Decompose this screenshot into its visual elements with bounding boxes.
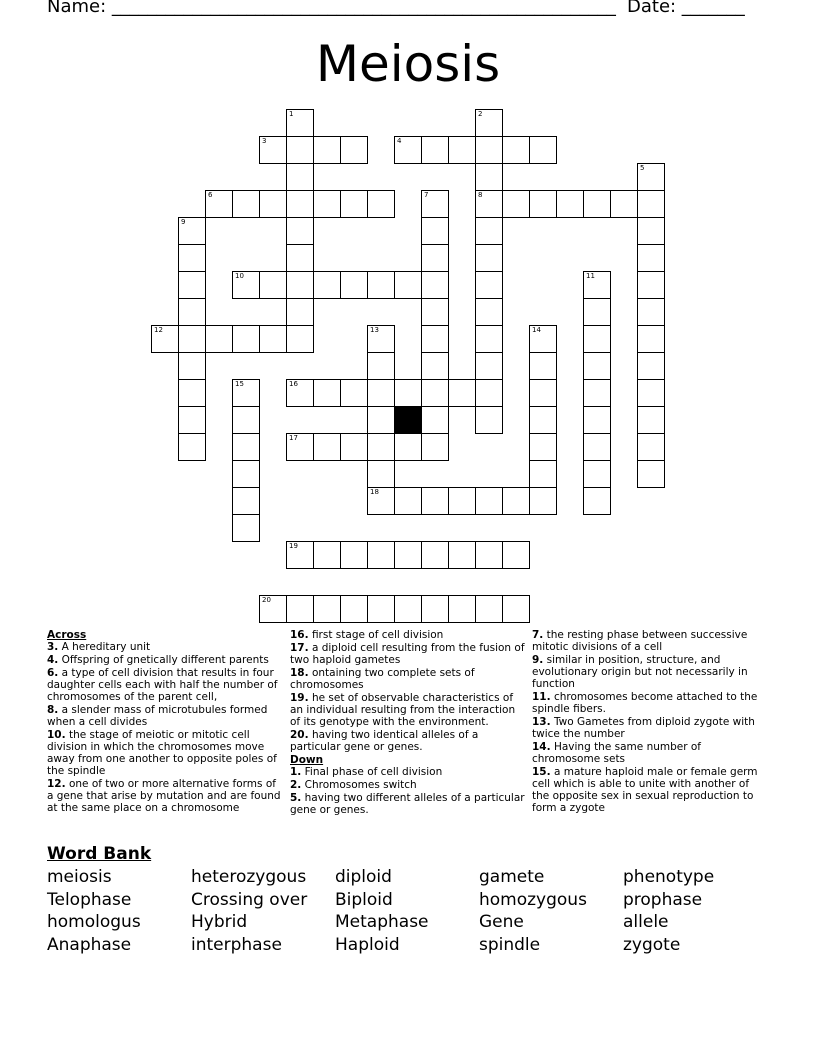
clue-14	[532, 741, 768, 765]
clue-number-label: 10.	[47, 729, 66, 741]
crossword-cell[interactable]	[232, 406, 260, 434]
clue-number: 1	[289, 110, 294, 118]
crossword-cell[interactable]	[475, 352, 503, 380]
crossword-cell[interactable]	[367, 379, 395, 407]
clue-number-label: 18.	[290, 667, 309, 679]
clue-19	[290, 692, 526, 728]
word-bank-item: spindle	[479, 934, 541, 955]
word-bank-item: zygote	[623, 934, 681, 955]
crossword-cell[interactable]	[178, 271, 206, 299]
crossword-cell[interactable]	[232, 433, 260, 461]
clue-16	[290, 629, 526, 641]
crossword-cell[interactable]	[178, 379, 206, 407]
clue-text: A hereditary unit	[58, 641, 151, 653]
date-field: Date: _______	[627, 0, 745, 17]
crossword-cell[interactable]	[259, 190, 287, 218]
word-bank-item: Haploid	[335, 934, 400, 955]
crossword-cell[interactable]	[178, 298, 206, 326]
crossword-cell[interactable]	[178, 325, 206, 353]
clue-1	[290, 766, 526, 778]
crossword-cell[interactable]	[529, 460, 557, 488]
crossword-cell[interactable]	[367, 406, 395, 434]
clue-6	[47, 667, 283, 703]
clue-number: 4	[397, 137, 402, 145]
crossword-cell[interactable]	[448, 379, 476, 407]
crossword-cell[interactable]	[475, 163, 503, 191]
clue-18	[290, 667, 526, 691]
crossword-cell[interactable]	[637, 325, 665, 353]
crossword-cell[interactable]	[583, 406, 611, 434]
crossword-cell[interactable]	[286, 190, 314, 218]
clue-number-label: 13.	[532, 716, 551, 728]
crossword-cell[interactable]	[286, 379, 314, 407]
crossword-cell[interactable]	[340, 595, 368, 623]
crossword-cell[interactable]	[583, 379, 611, 407]
crossword-cell[interactable]	[313, 595, 341, 623]
clue-text: first stage of cell division	[308, 629, 444, 641]
clue-number-label: 16.	[290, 629, 309, 641]
crossword-cell[interactable]	[340, 190, 368, 218]
clue-number-label: 7.	[532, 629, 544, 641]
crossword-cell[interactable]	[529, 406, 557, 434]
crossword-cell[interactable]	[610, 190, 638, 218]
crossword-cell[interactable]	[340, 379, 368, 407]
crossword-cell[interactable]	[502, 541, 530, 569]
clue-text: a mature haploid male or female germ cell which is able to unite with another of the opposite sex in sexual reproduction to form a zygote	[532, 766, 758, 814]
clue-text: a diploid cell resulting from the fusion of two haploid gametes	[290, 642, 525, 666]
word-bank-item: Metaphase	[335, 912, 429, 932]
crossword-cell[interactable]	[394, 271, 422, 299]
crossword-cell[interactable]	[313, 190, 341, 218]
crossword-cell[interactable]	[583, 433, 611, 461]
clue-number: 11	[586, 272, 595, 280]
crossword-cell[interactable]	[475, 190, 503, 218]
down-heading: Down	[290, 754, 324, 766]
crossword-cell[interactable]	[637, 460, 665, 488]
clue-number: 15	[235, 380, 244, 388]
crossword-cell[interactable]	[313, 433, 341, 461]
crossword-cell[interactable]	[286, 244, 314, 272]
clue-number: 5	[640, 164, 645, 172]
crossword-cell[interactable]	[637, 406, 665, 434]
crossword-cell[interactable]	[367, 190, 395, 218]
clue-number-label: 3.	[47, 641, 59, 653]
crossword-cell[interactable]	[583, 352, 611, 380]
clue-number: 3	[262, 137, 267, 145]
crossword-cell[interactable]	[448, 136, 476, 164]
clues-column-3	[532, 629, 768, 815]
crossword-cell[interactable]	[394, 433, 422, 461]
crossword-cell[interactable]	[637, 379, 665, 407]
clue-number-label: 6.	[47, 667, 59, 679]
crossword-cell[interactable]	[178, 406, 206, 434]
clue-text: a slender mass of microtubules formed when a cell divides	[47, 704, 268, 728]
word-bank-item: Gene	[479, 912, 524, 932]
clue-text: one of two or more alternative forms of a gene that arise by mutation and are found at the same place on a chromosome	[47, 778, 281, 814]
clue-10	[47, 729, 283, 777]
clue-20	[290, 729, 526, 753]
crossword-cell[interactable]	[502, 487, 530, 515]
clue-12	[47, 778, 283, 814]
crossword-cell[interactable]	[232, 379, 260, 407]
crossword-cell[interactable]	[448, 487, 476, 515]
crossword-cell[interactable]	[313, 379, 341, 407]
crossword-cell[interactable]	[529, 136, 557, 164]
crossword-cell[interactable]	[340, 541, 368, 569]
word-bank-item: allele	[623, 912, 669, 932]
word-bank-item: interphase	[191, 934, 282, 955]
clue-number: 17	[289, 434, 298, 442]
clue-number: 7	[424, 191, 429, 199]
clue-text: Offspring of gnetically different parents	[58, 654, 269, 666]
word-bank-item: homologus	[47, 912, 141, 932]
crossword-cell[interactable]	[286, 136, 314, 164]
crossword-cell[interactable]	[475, 406, 503, 434]
clue-number: 8	[478, 191, 483, 199]
crossword-cell[interactable]	[178, 244, 206, 272]
clue-text: a type of cell division that results in four daughter cells each with half the number of chromosomes of the parent cell,	[47, 667, 278, 703]
crossword-cell[interactable]	[367, 352, 395, 380]
clue-13	[532, 716, 768, 740]
word-bank-item: Hybrid	[191, 912, 248, 932]
crossword-cell[interactable]	[421, 595, 449, 623]
crossword-cell[interactable]	[394, 379, 422, 407]
crossword-cell[interactable]	[232, 271, 260, 299]
crossword-cell[interactable]	[259, 325, 287, 353]
crossword-cell[interactable]	[637, 271, 665, 299]
crossword-cell[interactable]	[178, 433, 206, 461]
crossword-cell[interactable]	[475, 109, 503, 137]
crossword-cell[interactable]	[475, 595, 503, 623]
clue-number: 6	[208, 191, 213, 199]
crossword-cell[interactable]	[475, 487, 503, 515]
crossword-cell[interactable]	[232, 460, 260, 488]
clue-11	[532, 691, 768, 715]
crossword-cell[interactable]	[475, 541, 503, 569]
clues-column-2	[290, 629, 526, 817]
crossword-cell[interactable]	[421, 190, 449, 218]
crossword-cell[interactable]	[421, 271, 449, 299]
crossword-cell[interactable]	[259, 271, 287, 299]
crossword-cell[interactable]	[313, 541, 341, 569]
crossword-cell[interactable]	[637, 190, 665, 218]
clue-text: the resting phase between successive mitotic divisions of a cell	[532, 629, 748, 653]
clue-8	[47, 704, 283, 728]
crossword-cell[interactable]	[583, 298, 611, 326]
clue-text: similar in position, structure, and evolutionary origin but not necessarily in function	[532, 654, 748, 690]
clue-number-label: 1.	[290, 766, 302, 778]
clue-text: having two different alleles of a particular gene or genes.	[290, 792, 525, 816]
crossword-cell[interactable]	[259, 595, 287, 623]
clue-15	[532, 766, 768, 814]
crossword-cell[interactable]	[475, 325, 503, 353]
crossword-cell[interactable]	[637, 433, 665, 461]
crossword-cell[interactable]	[421, 541, 449, 569]
crossword-cell[interactable]	[232, 190, 260, 218]
crossword-cell[interactable]	[502, 136, 530, 164]
clue-number: 10	[235, 272, 244, 280]
crossword-cell[interactable]	[583, 271, 611, 299]
crossword-cell[interactable]	[448, 541, 476, 569]
clue-number-label: 2.	[290, 779, 302, 791]
word-bank-item: diploid	[335, 867, 392, 887]
word-bank-title: Word Bank	[47, 844, 152, 864]
crossword-cell[interactable]	[529, 487, 557, 515]
crossword-cell[interactable]	[313, 136, 341, 164]
clue-3	[47, 641, 283, 653]
crossword-black-cell	[394, 406, 422, 434]
crossword-cell[interactable]	[367, 460, 395, 488]
clue-number: 19	[289, 542, 298, 550]
crossword-cell[interactable]	[205, 325, 233, 353]
crossword-cell[interactable]	[421, 433, 449, 461]
clue-number-label: 8.	[47, 704, 59, 716]
clue-number-label: 11.	[532, 691, 551, 703]
crossword-cell[interactable]	[313, 271, 341, 299]
crossword-cell[interactable]	[637, 352, 665, 380]
crossword-cell[interactable]	[286, 163, 314, 191]
crossword-cell[interactable]	[637, 163, 665, 191]
crossword-cell[interactable]	[367, 271, 395, 299]
crossword-cell[interactable]	[475, 271, 503, 299]
page-title: Meiosis	[315, 35, 501, 93]
crossword-cell[interactable]	[475, 244, 503, 272]
crossword-cell[interactable]	[556, 190, 584, 218]
crossword-cell[interactable]	[394, 136, 422, 164]
crossword-cell[interactable]	[529, 352, 557, 380]
crossword-cell[interactable]	[340, 433, 368, 461]
crossword-cell[interactable]	[475, 298, 503, 326]
crossword-cell[interactable]	[475, 217, 503, 245]
word-bank-item: Crossing over	[191, 889, 308, 910]
clue-number-label: 14.	[532, 741, 551, 753]
word-bank-item: Anaphase	[47, 934, 132, 955]
crossword-cell[interactable]	[502, 595, 530, 623]
clue-number: 16	[289, 380, 298, 388]
crossword-cell[interactable]	[259, 136, 287, 164]
crossword-cell[interactable]	[340, 271, 368, 299]
word-bank-item: Telophase	[47, 889, 132, 910]
word-bank-item: phenotype	[623, 867, 715, 887]
word-bank-item: homozygous	[479, 889, 587, 910]
crossword-cell[interactable]	[421, 406, 449, 434]
clue-number-label: 17.	[290, 642, 309, 654]
clue-text: Two Gametes from diploid zygote with twice the number	[532, 716, 755, 740]
clue-text: Having the same number of chromosome sets	[532, 741, 702, 765]
crossword-cell[interactable]	[583, 487, 611, 515]
clue-number-label: 9.	[532, 654, 544, 666]
crossword-cell[interactable]	[421, 352, 449, 380]
crossword-cell[interactable]	[475, 136, 503, 164]
crossword-cell[interactable]	[394, 487, 422, 515]
crossword-cell[interactable]	[286, 298, 314, 326]
crossword-cell[interactable]	[286, 325, 314, 353]
crossword-cell[interactable]	[421, 379, 449, 407]
crossword-cell[interactable]	[394, 595, 422, 623]
clue-number: 20	[262, 596, 271, 604]
clue-number: 13	[370, 326, 379, 334]
crossword-cell[interactable]	[286, 217, 314, 245]
clue-text: chromosomes become attached to the spindle fibers.	[532, 691, 758, 715]
word-bank-item: gamete	[479, 867, 545, 887]
clue-number: 12	[154, 326, 163, 334]
crossword-cell[interactable]	[637, 217, 665, 245]
name-field: Name: ________________________________________________________	[47, 0, 616, 17]
crossword-cell[interactable]	[421, 487, 449, 515]
crossword-cell[interactable]	[286, 541, 314, 569]
clue-number: 18	[370, 488, 379, 496]
word-bank-item: heterozygous	[191, 867, 307, 887]
clue-text: ontaining two complete sets of chromosomes	[290, 667, 475, 691]
clue-number: 2	[478, 110, 483, 118]
crossword-cell[interactable]	[367, 487, 395, 515]
clue-number-label: 5.	[290, 792, 302, 804]
clue-2	[290, 779, 526, 791]
word-bank-item: prophase	[623, 889, 703, 910]
clue-number: 9	[181, 218, 186, 226]
crossword-cell[interactable]	[178, 352, 206, 380]
crossword-cell[interactable]	[421, 136, 449, 164]
crossword-cell[interactable]	[421, 325, 449, 353]
crossword-cell[interactable]	[286, 271, 314, 299]
clue-text: the stage of meiotic or mitotic cell division in which the chromosomes move away from one another to opposite poles of the spindle	[47, 729, 277, 777]
crossword-cell[interactable]	[583, 460, 611, 488]
crossword-cell[interactable]	[529, 433, 557, 461]
crossword-cell[interactable]	[232, 487, 260, 515]
crossword-cell[interactable]	[448, 595, 476, 623]
word-bank	[47, 866, 767, 962]
word-bank-item: meiosis	[47, 867, 112, 887]
across-heading: Across	[47, 629, 87, 641]
crossword-cell[interactable]	[502, 190, 530, 218]
crossword-cell[interactable]	[637, 298, 665, 326]
crossword-cell[interactable]	[529, 190, 557, 218]
crossword-cell[interactable]	[340, 136, 368, 164]
crossword-cell[interactable]	[205, 190, 233, 218]
clue-text: he set of observable characteristics of an individual resulting from the interaction of its genotype with the environment.	[290, 692, 516, 728]
crossword-cell[interactable]	[421, 217, 449, 245]
clue-text: having two identical alleles of a particular gene or genes.	[290, 729, 479, 753]
crossword-cell[interactable]	[286, 433, 314, 461]
clue-number-label: 4.	[47, 654, 59, 666]
clue-17	[290, 642, 526, 666]
crossword-cell[interactable]	[367, 595, 395, 623]
crossword-cell[interactable]	[394, 541, 422, 569]
crossword-cell[interactable]	[286, 109, 314, 137]
crossword-cell[interactable]	[421, 244, 449, 272]
crossword-cell[interactable]	[475, 379, 503, 407]
clues-column-1	[47, 629, 283, 815]
clue-number-label: 12.	[47, 778, 66, 790]
crossword-cell[interactable]	[583, 325, 611, 353]
crossword-cell[interactable]	[232, 514, 260, 542]
clue-5	[290, 792, 526, 816]
crossword-cell[interactable]	[637, 244, 665, 272]
crossword-cell[interactable]	[367, 325, 395, 353]
crossword-cell[interactable]	[151, 325, 179, 353]
clue-number-label: 15.	[532, 766, 551, 778]
crossword-cell[interactable]	[178, 217, 206, 245]
crossword-cell[interactable]	[529, 325, 557, 353]
clue-4	[47, 654, 283, 666]
clue-text: Chromosomes switch	[301, 779, 417, 791]
clue-9	[532, 654, 768, 690]
clue-number-label: 20.	[290, 729, 309, 741]
clue-number-label: 19.	[290, 692, 309, 704]
clue-text: Final phase of cell division	[301, 766, 443, 778]
crossword-cell[interactable]	[286, 595, 314, 623]
crossword-cell[interactable]	[583, 190, 611, 218]
word-bank-item: Biploid	[335, 889, 393, 910]
crossword-cell[interactable]	[367, 541, 395, 569]
crossword-cell[interactable]	[529, 379, 557, 407]
crossword-cell[interactable]	[232, 325, 260, 353]
crossword-cell[interactable]	[421, 298, 449, 326]
crossword-cell[interactable]	[367, 433, 395, 461]
clue-number: 14	[532, 326, 541, 334]
clue-7	[532, 629, 768, 653]
